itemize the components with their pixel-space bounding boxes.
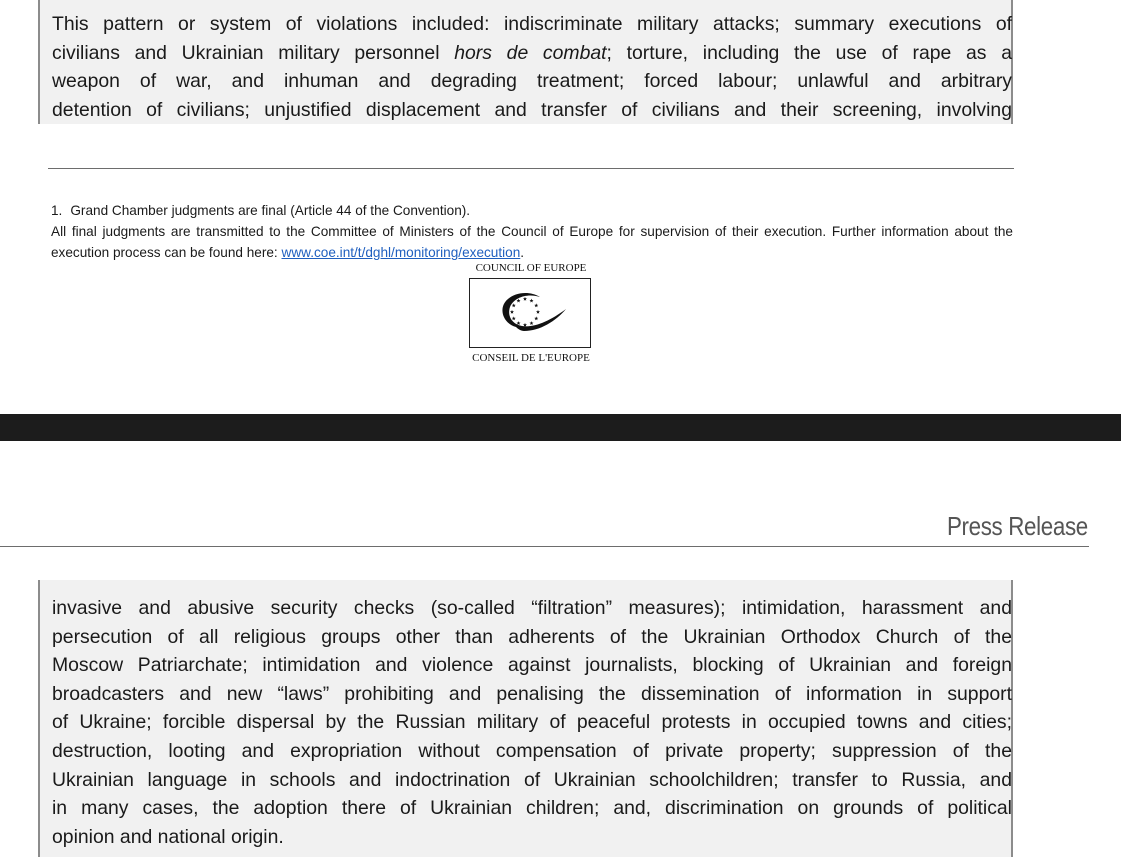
- text-fragment: civilians and Ukrainian military personnel: [52, 41, 455, 64]
- text-line: Moscow Patriarchate; intimidation and violence against journalists, blocking of Ukrainian and foreign: [52, 654, 1012, 677]
- document-page-top: [0, 0, 1121, 414]
- text-line: weapon of war, and inhuman and degrading treatment; forced labour; unlawful and arbitrary: [52, 70, 1012, 93]
- text-line: [52, 39, 1012, 68]
- text-line: persecution of all religious groups other than adherents of the Ukrainian Orthodox Church of the: [52, 625, 1012, 648]
- text-line: destruction, looting and expropriation without compensation of private property; suppression of the: [52, 739, 1012, 762]
- text-fragment: torture, including the use of rape as a: [626, 41, 1012, 64]
- star-icon: [523, 323, 527, 327]
- quoted-text-box-bottom: [38, 580, 1013, 857]
- footnote-divider: [48, 168, 1014, 169]
- footnote-text: All final judgments are transmitted to the Committee of Ministers of the Council of Europe for supervision of their execution. Further information about the execution process can be found here:: [51, 224, 1013, 260]
- council-of-europe-logo: [458, 260, 604, 370]
- logo-bottom-text: CONSEIL DE L'EUROPE: [472, 352, 590, 364]
- header-divider: [0, 546, 1089, 547]
- star-icon: [517, 299, 521, 303]
- footnote-2: [51, 221, 1013, 263]
- text-line: This pattern or system of violations included: indiscriminate military attacks; summary executions of: [52, 13, 1012, 35]
- logo-frame: [469, 278, 591, 348]
- footnote-number: 1.: [51, 203, 63, 218]
- footnote-1: [51, 200, 1013, 221]
- footnotes: [51, 200, 1013, 263]
- star-icon: [530, 299, 534, 303]
- star-icon: [534, 303, 538, 307]
- quoted-paragraph-top: [52, 10, 1012, 124]
- text-line: broadcasters and new “laws” prohibiting and penalising the dissemination of information in support: [52, 682, 1012, 705]
- star-icon: [523, 297, 527, 301]
- press-release-heading: Press Release: [947, 511, 1088, 541]
- star-icon: [536, 310, 540, 314]
- star-icon: [512, 303, 516, 307]
- quoted-text-box-top: [38, 0, 1013, 124]
- coe-emblem-icon: [470, 279, 590, 347]
- footnote-text: Grand Chamber judgments are final (Article 44 of the Convention).: [70, 203, 471, 218]
- text-line: invasive and abusive security checks (so-called “filtration” measures); intimidation, harassment and: [52, 597, 1012, 619]
- execution-info-link[interactable]: www.coe.int/t/dghl/monitoring/execution: [281, 245, 521, 260]
- italic-phrase: hors de combat: [454, 41, 607, 64]
- footnote-end: .: [520, 245, 525, 260]
- text-line: of Ukraine; forcible dispersal by the Russian military of peaceful protests in occupied towns and cities;: [52, 711, 1012, 734]
- page-separator-band: [0, 414, 1121, 441]
- star-ring: [510, 297, 540, 327]
- star-icon: [530, 321, 534, 325]
- star-icon: [534, 316, 538, 320]
- text-line: Ukrainian language in schools and indoctrination of Ukrainian schoolchildren; transfer to Russia, and: [52, 768, 1012, 791]
- text-line: opinion and national origin.: [52, 825, 284, 848]
- logo-top-text: COUNCIL OF EUROPE: [475, 262, 587, 274]
- star-icon: [510, 310, 514, 314]
- star-icon: [512, 316, 516, 320]
- text-line: detention of civilians; unjustified displacement and transfer of civilians and their screening, involving: [52, 98, 1012, 121]
- text-line: in many cases, the adoption there of Ukrainian children; and, discrimination on grounds of political: [52, 797, 1012, 820]
- text-fragment: ;: [606, 41, 627, 64]
- quoted-paragraph-bottom: [52, 594, 1012, 851]
